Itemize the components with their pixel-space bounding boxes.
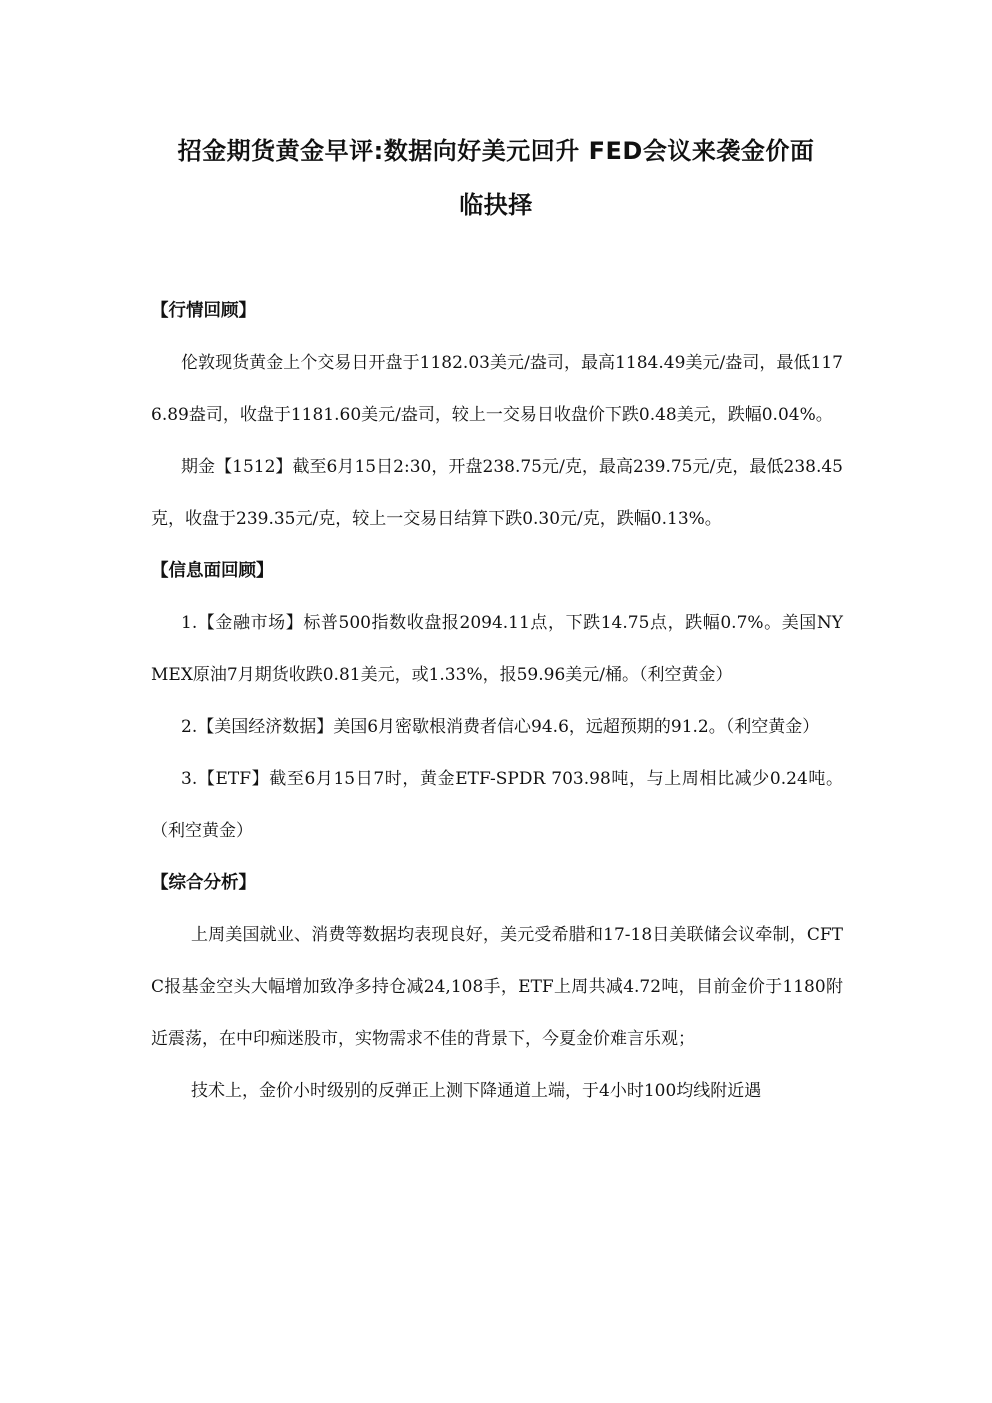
paragraph-london-gold: 伦敦现货黄金上个交易日开盘于1182.03美元/盎司，最高1184.49美元/盎司，最低1176.89盎司，收盘于1181.60美元/盎司，较上一交易日收盘价下跌0.48美元，跌幅0.04%。 bbox=[151, 353, 843, 425]
paragraph-gold-futures: 期金【1512】截至6月15日2:30，开盘238.75元/克，最高239.75元/克，最低238.45克，收盘于239.35元/克，较上一交易日结算下跌0.30元/克，跌幅0.13%。 bbox=[151, 457, 843, 529]
paragraph-analysis-technical: 技术上，金价小时级别的反弹正上测下降通道上端，于4小时100均线附近遇 bbox=[191, 1081, 762, 1101]
document-body bbox=[151, 285, 843, 1117]
news-item-us-economic-data: 2.【美国经济数据】美国6月密歇根消费者信心94.6，远超预期的91.2。（利空黄金） bbox=[181, 717, 820, 737]
document-title bbox=[140, 124, 852, 232]
title-line-2: 临抉择 bbox=[459, 191, 533, 219]
news-item-financial-market: 1.【金融市场】标普500指数收盘报2094.11点，下跌14.75点，跌幅0.7%。美国NYMEX原油7月期货收跌0.81美元，或1.33%，报59.96美元/桶。（利空黄金） bbox=[151, 613, 843, 685]
paragraph-analysis-fundamentals: 上周美国就业、消费等数据均表现良好，美元受希腊和17-18日美联储会议牵制，CFTC报基金空头大幅增加致净多持仓减24,108手，ETF上周共减4.72吨，目前金价于1180附近震荡，在中印痴迷股市，实物需求不佳的背景下，今夏金价难言乐观； bbox=[151, 925, 843, 1049]
title-line-1: 招金期货黄金早评:数据向好美元回升 FED会议来袭金价面 bbox=[177, 137, 815, 165]
section-heading-analysis: 【综合分析】 bbox=[151, 873, 256, 893]
news-item-etf: 3.【ETF】截至6月15日7时，黄金ETF-SPDR 703.98吨，与上周相比减少0.24吨。（利空黄金） bbox=[151, 769, 843, 841]
section-heading-news-review: 【信息面回顾】 bbox=[151, 561, 274, 581]
section-heading-market-review: 【行情回顾】 bbox=[151, 301, 256, 321]
